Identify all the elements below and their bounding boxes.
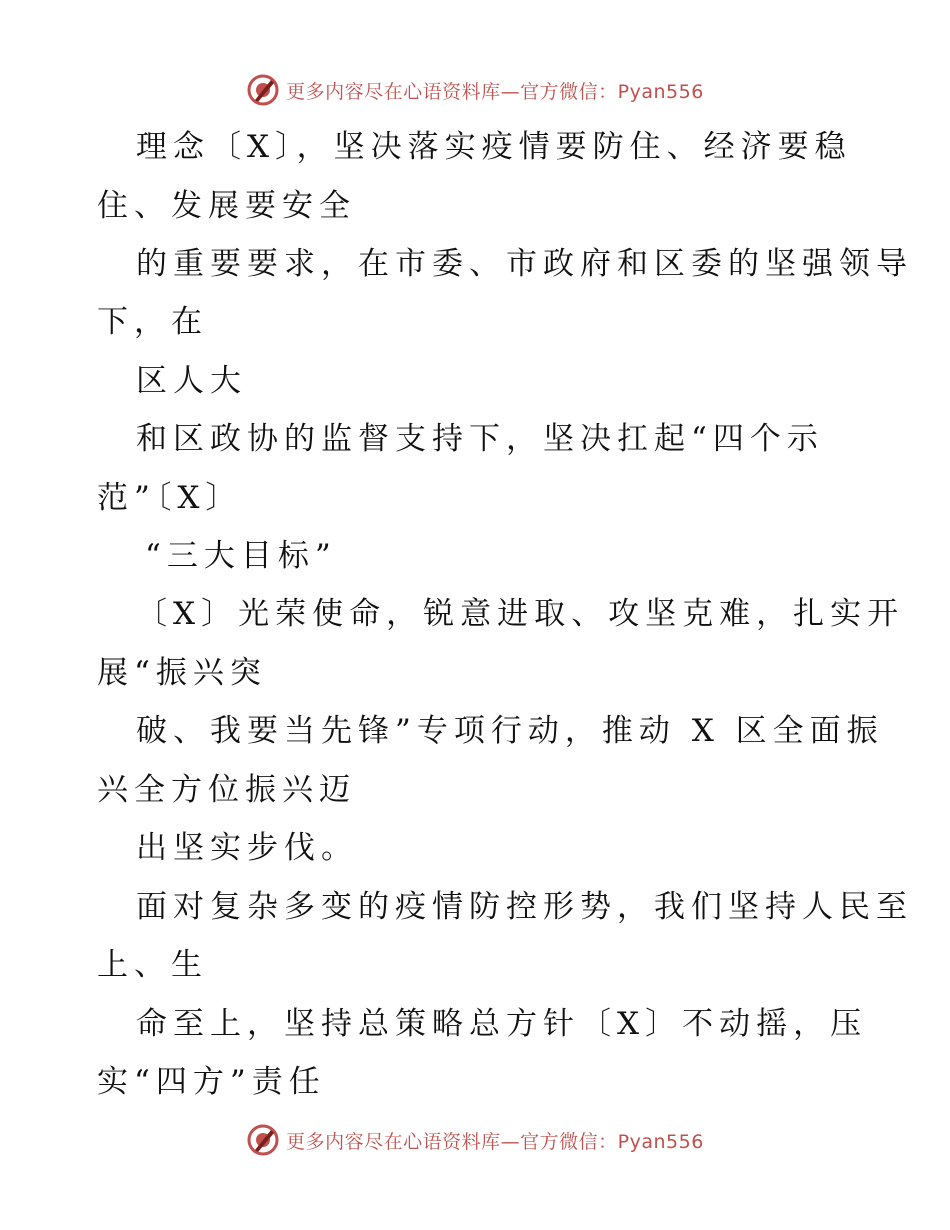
body-line: 实“四方”责任 — [97, 1064, 326, 1100]
body-line: 展“振兴突 — [97, 655, 267, 691]
watermark-text: 更多内容尽在心语资料库—官方微信：Pyan556 — [286, 80, 704, 103]
body-line: 区人大 — [136, 363, 247, 399]
body-line: 命至上，坚持总策略总方针〔X〕不动摇，压 — [136, 1006, 868, 1042]
body-line: 上、生 — [97, 947, 208, 983]
body-line: 下，在 — [97, 304, 208, 340]
body-line: 的重要要求，在市委、市政府和区委的坚强领导 — [136, 246, 913, 282]
body-line: 出坚实步伐。 — [136, 830, 358, 866]
body-line: 范”〔X〕 — [97, 480, 243, 516]
body-line: 破、我要当先锋”专项行动，推动 X 区全面振 — [136, 713, 884, 749]
body-line: 面对复杂多变的疫情防控形势，我们坚持人民至 — [136, 889, 913, 925]
body-line: 理念〔X〕，坚决落实疫情要防住、经济要稳 — [136, 129, 852, 165]
body-line: 兴全方位振兴迈 — [97, 772, 356, 808]
body-line: 住、发展要安全 — [97, 188, 356, 224]
body-line: 和区政协的监督支持下，坚决扛起“四个示 — [136, 421, 824, 457]
body-line: 〔X〕光荣使命，锐意进取、攻坚克难，扎实开 — [136, 596, 905, 632]
footer-watermark — [0, 1120, 950, 1160]
watermark-text: 更多内容尽在心语资料库—官方微信：Pyan556 — [286, 1130, 704, 1153]
pen-logo-icon — [246, 1123, 280, 1157]
body-line: “三大目标” — [145, 538, 337, 574]
